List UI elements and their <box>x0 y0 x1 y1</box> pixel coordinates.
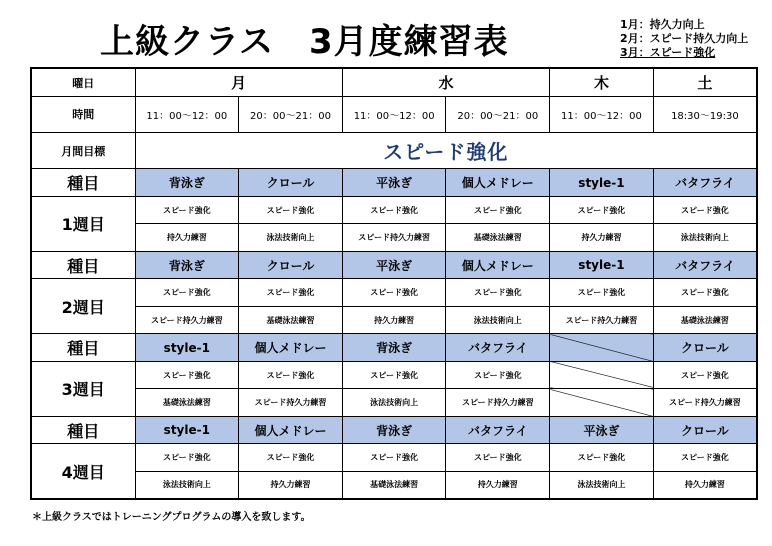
practice-item: スピード強化 <box>653 279 757 307</box>
empty-cell <box>550 334 654 362</box>
practice-item: スピード強化 <box>135 279 239 307</box>
practice-row <box>31 224 757 252</box>
event-cell: style-1 <box>135 334 239 362</box>
event-row <box>31 334 757 362</box>
event-label: 種目 <box>31 334 135 362</box>
legend-item-jan: 1月：持久力向上 <box>620 18 705 31</box>
practice-item: 基礎泳法練習 <box>239 306 343 334</box>
time-slot: 20：00～21：00 <box>446 97 550 133</box>
practice-item: スピード持久力練習 <box>342 224 446 252</box>
practice-row <box>31 389 757 417</box>
week-label: 3週目 <box>31 361 135 416</box>
practice-item: 泳法技術向上 <box>446 306 550 334</box>
footnote: ＊上級クラスではトレーニングプログラムの導入を致します。 <box>32 512 311 523</box>
practice-item: スピード強化 <box>653 196 757 224</box>
event-cell: 平泳ぎ <box>550 416 654 444</box>
day-saturday: 土 <box>653 68 757 97</box>
practice-item: スピード持久力練習 <box>239 389 343 417</box>
practice-item: スピード強化 <box>653 361 757 389</box>
day-monday: 月 <box>135 68 342 97</box>
practice-item: スピード強化 <box>135 444 239 472</box>
day-wednesday: 水 <box>342 68 549 97</box>
empty-cell <box>550 361 654 389</box>
practice-item: スピード持久力練習 <box>550 306 654 334</box>
practice-item: スピード強化 <box>239 279 343 307</box>
practice-item: スピード強化 <box>342 361 446 389</box>
time-slot: 20：00～21：00 <box>239 97 343 133</box>
legend-item-feb: 2月：スピード持久力向上 <box>620 32 749 45</box>
practice-item: 泳法技術向上 <box>239 224 343 252</box>
time-slot: 11：00～12：00 <box>342 97 446 133</box>
event-cell: 背泳ぎ <box>135 251 239 279</box>
event-cell: 個人メドレー <box>239 416 343 444</box>
practice-item: スピード強化 <box>239 361 343 389</box>
practice-item: 基礎泳法練習 <box>653 306 757 334</box>
practice-row <box>31 444 757 472</box>
practice-item: 泳法技術向上 <box>550 471 654 499</box>
schedule-table <box>30 67 758 500</box>
practice-item: スピード強化 <box>446 444 550 472</box>
day-thursday: 木 <box>550 68 654 97</box>
monthly-goal: スピード強化 <box>135 132 757 169</box>
event-cell: 個人メドレー <box>446 169 550 197</box>
goal-header-label: 月間目標 <box>31 132 135 169</box>
practice-item: スピード強化 <box>135 196 239 224</box>
practice-item: 持久力練習 <box>446 471 550 499</box>
event-cell: クロール <box>653 416 757 444</box>
event-cell: クロール <box>239 251 343 279</box>
practice-row <box>31 471 757 499</box>
practice-item: スピード強化 <box>446 361 550 389</box>
practice-item: スピード強化 <box>239 444 343 472</box>
event-cell: 個人メドレー <box>446 251 550 279</box>
week-label: 1週目 <box>31 196 135 251</box>
practice-item: スピード強化 <box>550 444 654 472</box>
event-cell: 平泳ぎ <box>342 251 446 279</box>
week-label: 2週目 <box>31 279 135 334</box>
practice-item: 持久力練習 <box>239 471 343 499</box>
time-slot: 11：00～12：00 <box>550 97 654 133</box>
practice-row <box>31 196 757 224</box>
event-cell: クロール <box>239 169 343 197</box>
practice-item: スピード強化 <box>550 279 654 307</box>
practice-item: スピード強化 <box>342 444 446 472</box>
event-cell: バタフライ <box>653 169 757 197</box>
event-cell: style-1 <box>550 251 654 279</box>
practice-item: 基礎泳法練習 <box>342 471 446 499</box>
practice-row <box>31 279 757 307</box>
practice-item: スピード強化 <box>550 196 654 224</box>
page-title: 上級クラス 3月度練習表 <box>100 22 509 62</box>
practice-item: スピード強化 <box>446 196 550 224</box>
event-cell: 背泳ぎ <box>342 334 446 362</box>
practice-item: スピード持久力練習 <box>446 389 550 417</box>
event-cell: バタフライ <box>446 416 550 444</box>
time-slot: 18:30～19:30 <box>653 97 757 133</box>
practice-item: スピード強化 <box>653 444 757 472</box>
practice-item: 持久力練習 <box>653 471 757 499</box>
practice-item: 泳法技術向上 <box>135 471 239 499</box>
practice-item: スピード強化 <box>342 196 446 224</box>
event-cell: クロール <box>653 334 757 362</box>
event-cell: 背泳ぎ <box>342 416 446 444</box>
week-label: 4週目 <box>31 444 135 499</box>
legend-item-mar: 3月：スピード強化 <box>620 46 716 59</box>
time-header-label: 時間 <box>31 97 135 133</box>
practice-row <box>31 306 757 334</box>
practice-item: スピード強化 <box>239 196 343 224</box>
practice-item: スピード強化 <box>342 279 446 307</box>
time-slot: 11：00～12：00 <box>135 97 239 133</box>
practice-row <box>31 361 757 389</box>
event-cell: バタフライ <box>446 334 550 362</box>
practice-item: 泳法技術向上 <box>653 224 757 252</box>
event-cell: 平泳ぎ <box>342 169 446 197</box>
practice-item: 泳法技術向上 <box>342 389 446 417</box>
practice-item: 持久力練習 <box>135 224 239 252</box>
event-row <box>31 169 757 197</box>
day-header-label: 曜日 <box>31 68 135 97</box>
day-row <box>31 68 757 97</box>
event-cell: バタフライ <box>653 251 757 279</box>
event-cell: style-1 <box>550 169 654 197</box>
event-label: 種目 <box>31 416 135 444</box>
practice-item: スピード強化 <box>446 279 550 307</box>
goal-row <box>31 132 757 169</box>
event-cell: style-1 <box>135 416 239 444</box>
event-label: 種目 <box>31 169 135 197</box>
empty-cell <box>550 389 654 417</box>
practice-item: 基礎泳法練習 <box>135 389 239 417</box>
monthly-goals-legend <box>620 18 748 60</box>
practice-item: 基礎泳法練習 <box>446 224 550 252</box>
practice-item: スピード持久力練習 <box>135 306 239 334</box>
practice-item: 持久力練習 <box>550 224 654 252</box>
practice-item: スピード強化 <box>135 361 239 389</box>
event-row <box>31 251 757 279</box>
event-cell: 個人メドレー <box>239 334 343 362</box>
time-row <box>31 97 757 133</box>
practice-item: 持久力練習 <box>342 306 446 334</box>
event-cell: 背泳ぎ <box>135 169 239 197</box>
event-label: 種目 <box>31 251 135 279</box>
event-row <box>31 416 757 444</box>
practice-item: スピード持久力練習 <box>653 389 757 417</box>
